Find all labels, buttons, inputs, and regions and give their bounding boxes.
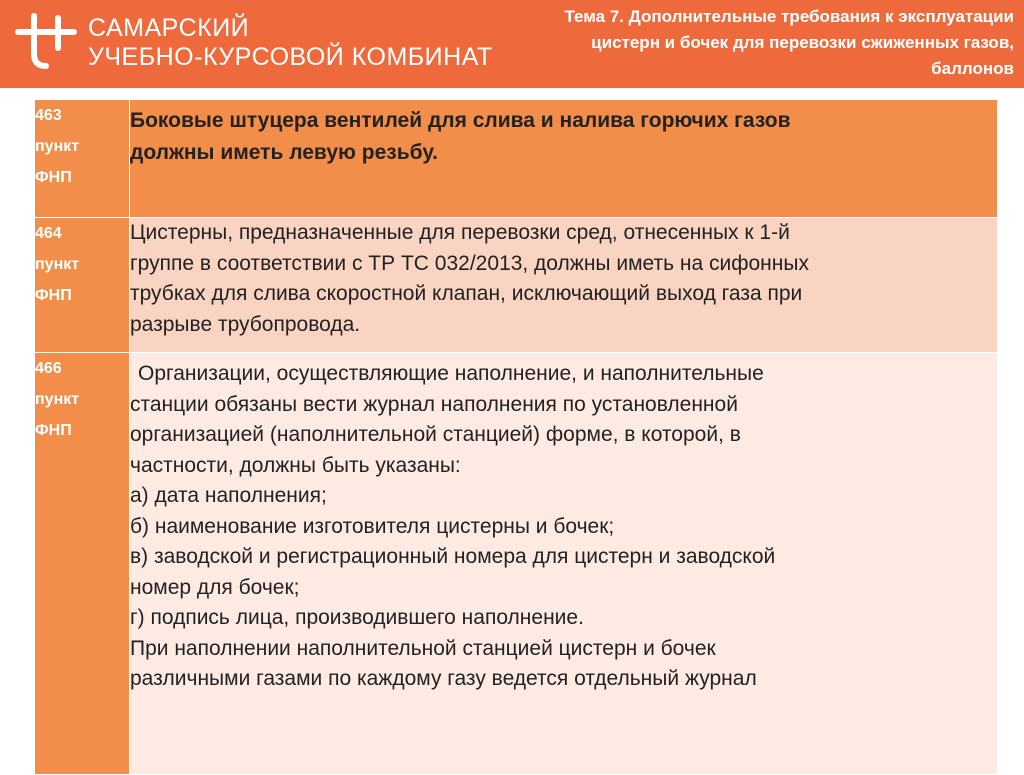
logo-icon [14,10,78,74]
topic-line: цистерн и бочек для перевозки сжиженных газов, [591,33,1014,52]
table-row [35,218,998,353]
rule-text-line: частности, должны быть указаны: [130,453,461,477]
rule-ref-cell [35,218,130,353]
slide-header [0,0,1024,88]
rule-ref-cell [35,100,130,218]
topic-title [454,4,1014,82]
rule-number: 463 [35,107,62,124]
rule-text-line: а) дата наполнения; [130,484,327,507]
topic-line: Тема 7. Дополнительные требования к эксплуатации [564,7,1014,26]
rule-text-cell [130,218,998,353]
rule-ref-cell [35,353,130,775]
rule-ref-source: ФНП [35,287,72,304]
rule-text-line: разрыве трубопровода. [130,312,361,336]
rule-text-line: При наполнении наполнительной станцией цистерн и бочек [130,636,716,660]
table-row [35,353,998,775]
rule-text-line: группе в соответствии с ТР ТС 032/2013, должны иметь на сифонных [130,251,809,275]
rule-number: 464 [35,225,62,242]
rules-table [34,99,998,775]
rule-text-line: номер для бочек; [130,575,300,599]
rule-text-line: организацией (наполнительной станцией) форме, в которой, в [130,423,741,446]
rule-text-cell [130,353,998,775]
rule-text-line: Организации, осуществляющие наполнение, и наполнительные [138,362,764,385]
rule-ref-word: пункт [35,256,80,273]
rule-ref-word: пункт [35,138,80,155]
rule-text-line: в) заводской и регистрационный номера для цистерн и заводской [130,545,776,568]
rule-text-cell [130,100,998,218]
rule-text-line: трубках для слива скоростной клапан, исключающий выход газа при [130,282,803,305]
logo-text [88,14,493,72]
rule-text-line: Цистерны, предназначенные для перевозки сред, отнесенных к 1-й [130,221,790,244]
rule-text-line: б) наименование изготовителя цистерны и бочек; [130,514,615,538]
rule-text-line: должны иметь левую резьбу. [130,141,438,164]
rule-text-line: станции обязаны вести журнал наполнения по установленной [130,392,738,416]
logo-line-2: УЧЕБНО-КУРСОВОЙ КОМБИНАТ [88,43,493,71]
rule-text-line: г) подпись лица, производившего наполнение. [130,606,584,629]
rule-ref-source: ФНП [35,422,72,439]
rule-ref-source: ФНП [35,169,72,186]
rule-text-line: Боковые штуцера вентилей для слива и налива горючих газов [130,109,791,132]
logo-line-1: САМАРСКИЙ [88,14,250,42]
rule-ref-word: пункт [35,391,80,408]
rule-text-line: различными газами по каждому газу ведется отдельный журнал [130,667,757,690]
topic-line: баллонов [931,59,1014,78]
rule-number: 466 [35,360,62,377]
table-row [35,100,998,218]
